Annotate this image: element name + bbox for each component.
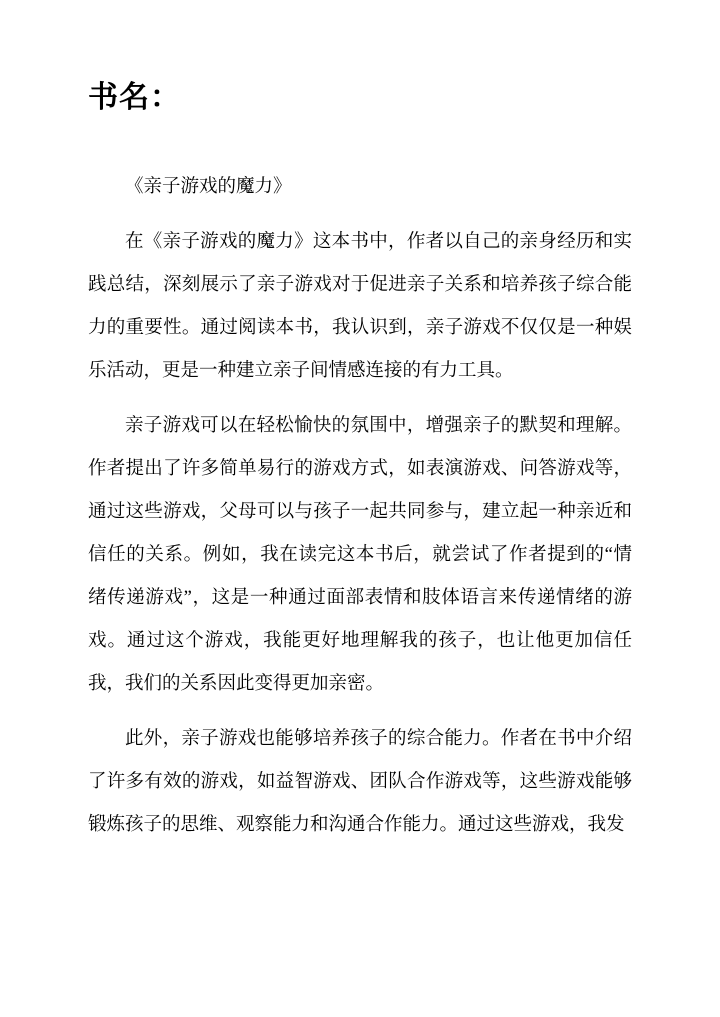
- paragraph-1: 在《亲子游戏的魔力》这本书中，作者以自己的亲身经历和实践总结，深刻展示了亲子游戏对于促进亲子关系和培养孩子综合能力的重要性。通过阅读本书，我认识到，亲子游戏不仅仅是一种娱乐活动，更是一种建立亲子间情感连接的有力工具。: [88, 232, 632, 381]
- document-heading: 书名：: [88, 81, 181, 114]
- paragraph-2: 亲子游戏可以在轻松愉快的氛围中，增强亲子的默契和理解。作者提出了许多简单易行的游戏方式，如表演游戏、问答游戏等，通过这些游戏，父母可以与孩子一起共同参与，建立起一种亲近和信任的关系。例如，我在读完这本书后，就尝试了作者提到的“情绪传递游戏”，这是一种通过面部表情和肢体语言来传递情绪的游戏。通过这个游戏，我能更好地理解我的孩子，也让他更加信任我，我们的关系因此变得更加亲密。: [88, 416, 632, 694]
- paragraph-3: 此外，亲子游戏也能够培养孩子的综合能力。作者在书中介绍了许多有效的游戏，如益智游戏、团队合作游戏等，这些游戏能够锻炼孩子的思维、观察能力和沟通合作能力。通过这些游戏，我发: [88, 729, 632, 835]
- book-title-line: 《亲子游戏的魔力》: [125, 177, 292, 197]
